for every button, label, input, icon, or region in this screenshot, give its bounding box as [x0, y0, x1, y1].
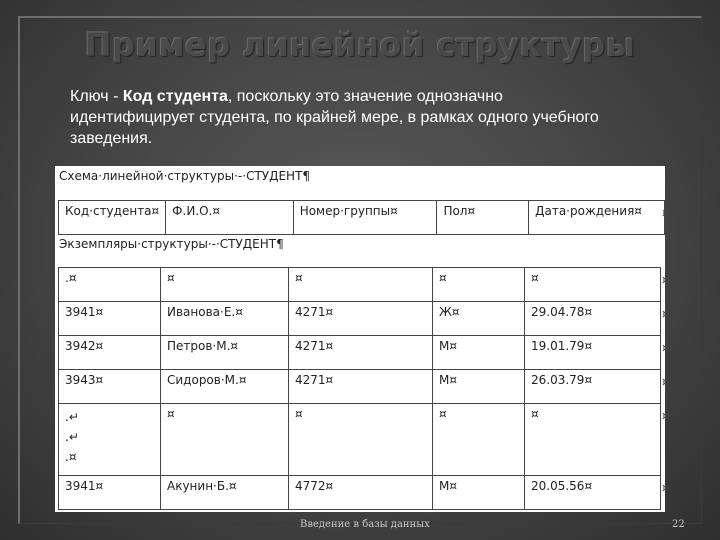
schema-caption: Схема·линейной·структуры·-·СТУДЕНТ¶	[59, 169, 311, 183]
table-cell: .¤	[59, 268, 161, 302]
table-cell: М¤	[433, 370, 525, 404]
table-cell: М¤	[433, 336, 525, 370]
table-cell: Сидоров·М.¤	[161, 370, 289, 404]
table-row	[59, 476, 661, 510]
table-cell: М¤	[433, 476, 525, 510]
table-cell: 4772¤	[289, 476, 433, 510]
table-row	[59, 370, 661, 404]
table-cell: 29.04.78¤	[525, 302, 661, 336]
table-cell: .↵ .↵ .¤	[59, 404, 161, 476]
table-cell: ¤	[289, 404, 433, 476]
schema-header-cell: Номер·группы¤	[293, 201, 437, 235]
table-cell: ¤	[525, 268, 661, 302]
table-row	[59, 302, 661, 336]
table-cell: 3941¤	[59, 476, 161, 510]
row-end-mark: ¤	[662, 206, 670, 220]
instances-table	[58, 267, 661, 510]
schema-header-cell: Пол¤	[437, 201, 529, 235]
table-cell: ¤	[289, 268, 433, 302]
intro-text	[70, 86, 630, 149]
table-cell: ¤	[433, 268, 525, 302]
table-cell: Ж¤	[433, 302, 525, 336]
table-cell: 26.03.79¤	[525, 370, 661, 404]
document-image	[55, 166, 670, 512]
table-cell: ¤	[161, 268, 289, 302]
table-cell: 4271¤	[289, 336, 433, 370]
schema-header-cell: Ф.И.О.¤	[166, 201, 294, 235]
table-row	[59, 404, 661, 476]
table-cell: Иванова·Е.¤	[161, 302, 289, 336]
table-cell: 4271¤	[289, 302, 433, 336]
table-cell: 3942¤	[59, 336, 161, 370]
table-cell: 3943¤	[59, 370, 161, 404]
row-end-mark: ¤	[662, 341, 670, 355]
row-end-mark: ¤	[662, 481, 670, 495]
page-number: 22	[672, 519, 685, 530]
row-end-mark: ¤	[662, 273, 670, 287]
table-cell: ¤	[525, 404, 661, 476]
slide-title: Пример линейной структуры	[84, 26, 636, 64]
intro-prefix: Ключ -	[70, 88, 123, 105]
intro-suffix: , поскольку это значение однозначно идентифицирует студента, по крайней мере, в рамках одного учебного заведения.	[70, 88, 599, 147]
table-row	[59, 336, 661, 370]
table-cell: ¤	[161, 404, 289, 476]
row-end-mark: ¤	[662, 409, 670, 423]
schema-table	[58, 200, 665, 235]
table-cell: 19.01.79¤	[525, 336, 661, 370]
table-cell: 4271¤	[289, 370, 433, 404]
table-cell: Акунин·Б.¤	[161, 476, 289, 510]
intro-key: Код студента	[122, 88, 228, 105]
table-cell: ¤	[433, 404, 525, 476]
instances-caption: Экземпляры·структуры·-·СТУДЕНТ¶	[59, 237, 284, 251]
row-end-mark: ¤	[662, 375, 670, 389]
schema-header-cell: Код·студента¤	[59, 201, 166, 235]
table-row	[59, 268, 661, 302]
slide-footer: Введение в базы данных	[300, 519, 430, 530]
schema-header-row	[59, 201, 665, 235]
table-cell: Петров·М.¤	[161, 336, 289, 370]
row-end-mark: ¤	[662, 307, 670, 321]
table-cell: 3941¤	[59, 302, 161, 336]
table-cell: 20.05.56¤	[525, 476, 661, 510]
schema-header-cell: Дата·рождения¤	[529, 201, 665, 235]
